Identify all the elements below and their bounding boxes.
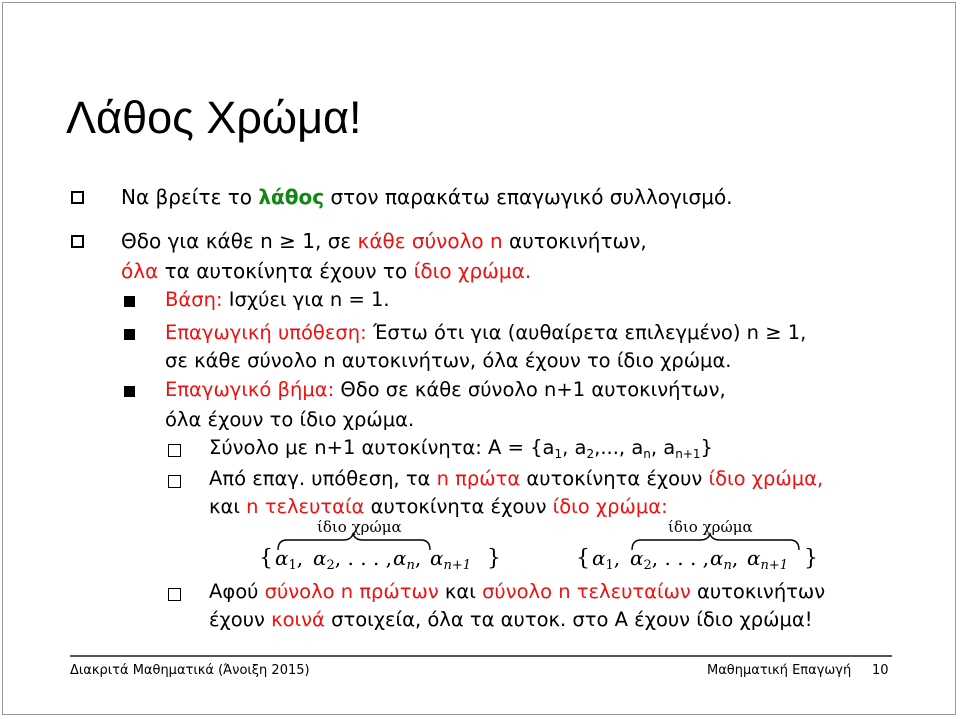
slide-title: Λάθος Χρώμα!: [66, 92, 362, 143]
bullet-text: και: [209, 495, 247, 518]
highlight-text: όλα: [121, 259, 159, 283]
bullet-find-error: [121, 185, 733, 209]
equation-last-n: [572, 520, 822, 582]
brace-label: ίδιο χρώμα: [668, 520, 753, 536]
hollow-square-bullet-icon: [71, 235, 84, 248]
footer-course: Διακριτά Μαθηματικά (Άνοιξη 2015): [70, 663, 310, 678]
sub-bullet-step-line1: [165, 378, 726, 401]
alpha-1: $\alpha_1$,: [275, 546, 304, 573]
set-close-brace: }: [804, 546, 818, 571]
alpha-2: $\alpha_2$, . . . ,: [630, 546, 710, 573]
geq-symbol: ≥: [765, 321, 782, 344]
bullet-text: αυτοκίνητα έχουν: [364, 495, 553, 518]
sub-bullet-hypothesis-line2: σε κάθε σύνολο n αυτοκινήτων, όλα έχουν το ίδιο χρώμα.: [165, 349, 732, 372]
label-text: Επαγωγική υπόθεση:: [165, 321, 367, 344]
bullet-text: Από επαγ. υπόθεση, τα: [209, 467, 437, 490]
alpha-2: $\alpha_2$, . . . ,: [313, 546, 393, 573]
sub-bullet-step-line2: όλα έχουν το ίδιο χρώμα.: [165, 408, 415, 431]
label-text: Βάση:: [165, 288, 223, 311]
bullet-text: Θδο για κάθε n: [121, 229, 280, 253]
equation-first-n: [255, 520, 505, 582]
conclusion-line2: [209, 608, 813, 631]
alpha-n-plus-1: $\alpha_{n+1}$: [747, 546, 789, 573]
subscript: n: [643, 447, 651, 461]
bullet-text: και: [438, 580, 483, 603]
bullet-text: στοιχεία, όλα τα αυτοκ. στο A έχουν ίδιο χρώμα!: [324, 608, 813, 631]
set-text: , a: [650, 436, 676, 459]
sub-bullet-hypothesis-line1: [165, 321, 806, 344]
alpha-n: $\alpha_n$,: [710, 546, 739, 573]
hollow-square-bullet-icon: [168, 475, 181, 488]
alpha-n-plus-1: $\alpha_{n+1}$: [430, 546, 472, 573]
highlight-text: ίδιο χρώμα,: [708, 467, 824, 490]
bullet-text: στον παρακάτω επαγωγικό συλλογισμό.: [324, 185, 733, 209]
subscript: 1: [554, 447, 563, 461]
highlight-text: n πρώτα: [436, 467, 521, 490]
filled-square-bullet-icon: [124, 296, 135, 307]
set-definition: [209, 436, 713, 461]
bullet-text: 1,: [781, 321, 807, 344]
bullet-text: αυτοκινήτων,: [502, 229, 647, 253]
highlight-text: n τελευταία: [246, 495, 365, 518]
set-open-brace: {: [259, 546, 273, 571]
highlight-text: ίδιο χρώμα.: [413, 259, 532, 283]
set-text: }: [700, 436, 713, 459]
bullet-text: 1, σε: [295, 229, 358, 253]
geq-symbol: ≥: [279, 229, 296, 253]
set-open-brace: {: [576, 546, 590, 571]
hypothesis-application-line1: [209, 467, 823, 490]
hollow-square-bullet-icon: [168, 444, 181, 457]
alpha-1: $\alpha_1$,: [592, 546, 621, 573]
set-text: , a: [562, 436, 587, 459]
hollow-square-bullet-icon: [71, 191, 84, 204]
subscript: n+1: [675, 447, 701, 461]
highlight-text: σύνολο n πρώτων: [264, 580, 439, 603]
bullet-text: Αφού: [209, 580, 265, 603]
bullet-text: έχουν: [209, 608, 272, 631]
set-text: Σύνολο με n+1 αυτοκίνητα: A = {a: [209, 436, 555, 459]
highlight-word: λάθος: [258, 185, 325, 209]
set-close-brace: }: [487, 546, 501, 571]
bullet-text: Έστω ότι για (αυθαίρετα επιλεγμένο) n: [366, 321, 766, 344]
subscript: 2: [586, 447, 595, 461]
sub-bullet-base: [165, 288, 390, 311]
footer-divider: [70, 655, 892, 657]
highlight-text: σύνολο n τελευταίων: [482, 580, 691, 603]
filled-square-bullet-icon: [124, 386, 135, 397]
bullet-claim-line1: [121, 229, 647, 253]
page-number: 10: [872, 663, 889, 678]
bullet-text: Θδο σε κάθε σύνολο n+1 αυτοκινήτων,: [334, 378, 726, 401]
set-text: ,..., a: [594, 436, 644, 459]
bullet-text: Ισχύει για n = 1.: [222, 288, 390, 311]
bullet-text: αυτοκινήτων: [690, 580, 826, 603]
bullet-claim-line2: [121, 259, 531, 283]
bullet-text: αυτοκίνητα έχουν: [520, 467, 709, 490]
alpha-n: $\alpha_n$,: [393, 546, 422, 573]
highlight-text: κάθε σύνολο n: [357, 229, 503, 253]
highlight-text: ίδιο χρώμα:: [552, 495, 668, 518]
footer-topic: Μαθηματική Επαγωγή: [707, 663, 852, 678]
bullet-text: τα αυτοκίνητα έχουν το: [158, 259, 414, 283]
highlight-text: κοινά: [271, 608, 325, 631]
hollow-square-bullet-icon: [168, 588, 181, 601]
bullet-text: Να βρείτε το: [121, 185, 259, 209]
filled-square-bullet-icon: [124, 329, 135, 340]
label-text: Επαγωγικό βήμα:: [165, 378, 335, 401]
conclusion-line1: [209, 580, 825, 603]
brace-label: ίδιο χρώμα: [317, 520, 402, 536]
hypothesis-application-line2: [209, 495, 668, 518]
